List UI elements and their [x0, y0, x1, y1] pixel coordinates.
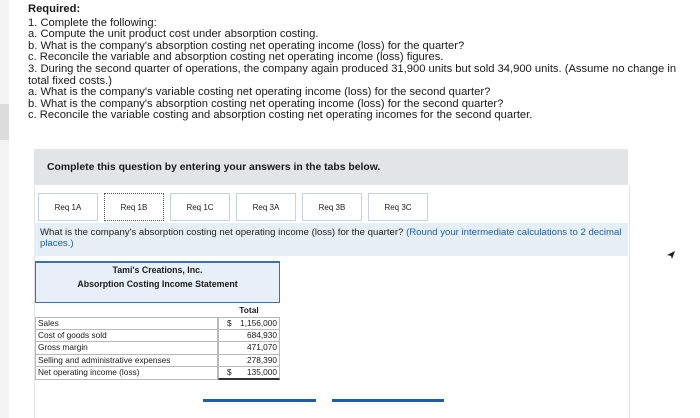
table-row: [35, 355, 280, 368]
row-value: 135,000: [247, 367, 277, 377]
tab-req-3b[interactable]: [302, 193, 362, 221]
required-line: 1. Complete the following:: [28, 16, 157, 29]
tab-label: Req 3B: [318, 202, 346, 212]
tab-req-1a[interactable]: [38, 193, 98, 221]
tab-label: Req 3C: [384, 202, 412, 212]
left-edge-marker: [0, 104, 9, 140]
tab-req-1c[interactable]: [170, 193, 230, 221]
row-label[interactable]: Gross margin: [35, 342, 218, 355]
statement-title: Absorption Costing Income Statement: [77, 279, 238, 289]
row-label[interactable]: Sales: [35, 317, 218, 330]
column-header-total: Total: [218, 303, 280, 318]
row-label[interactable]: Net operating income (loss): [35, 367, 218, 380]
row-value-field[interactable]: [218, 367, 280, 380]
left-edge: [0, 0, 9, 418]
row-value: 684,930: [247, 329, 277, 340]
required-line: b. What is the company's absorption costing net operating income (loss) for the quarter?: [28, 39, 465, 52]
row-value-field[interactable]: [218, 317, 280, 330]
required-line: 3. During the second quarter of operations, the company again produced 31,900 units but sold 34,900 units. (Assume no change in total fixed costs.): [28, 62, 677, 87]
required-section: [28, 4, 688, 122]
statement-company: Tami's Creations, Inc.: [112, 265, 203, 275]
question-text: What is the company's absorption costing net operating income (loss) for the quarter?: [40, 227, 407, 238]
row-value: 471,070: [247, 342, 277, 352]
instruction-banner-text: Complete this question by entering your answers in the tabs below.: [47, 161, 381, 173]
row-value-field[interactable]: [218, 342, 280, 355]
required-line: b. What is the company's absorption costing net operating income (loss) for the second quarter?: [28, 97, 504, 110]
required-line: c. Reconcile the variable costing and absorption costing net operating incomes for the second quarter.: [28, 109, 533, 122]
row-value: 1,156,000: [240, 318, 277, 328]
tab-req-3c[interactable]: [368, 193, 428, 221]
row-value-field[interactable]: [218, 355, 280, 368]
tab-req-1b[interactable]: [104, 193, 164, 221]
column-header-row: [35, 303, 280, 317]
row-label[interactable]: Selling and administrative expenses: [35, 355, 218, 368]
tab-label: Req 1A: [54, 202, 82, 212]
statement-header: [35, 261, 280, 303]
table-row: [35, 330, 280, 343]
row-value: 278,390: [247, 354, 277, 365]
question-prompt: [34, 223, 628, 256]
required-heading: Required:: [28, 3, 81, 15]
row-label[interactable]: Cost of goods sold: [35, 330, 218, 343]
statement-top-bar: [35, 261, 280, 263]
income-statement: [35, 261, 280, 380]
row-value-field[interactable]: [218, 330, 280, 343]
currency-symbol: $: [227, 367, 232, 377]
tab-label: Req 3A: [252, 202, 280, 212]
required-line: c. Reconcile the variable and absorption costing net operating income (loss) figures.: [28, 51, 444, 64]
question-hint: (Round your intermediate calculations to 2 decimal places.): [40, 227, 622, 249]
required-line: a. What is the company's variable costing net operating income (loss) for the second quarter?: [28, 86, 491, 99]
instruction-banner: [34, 149, 628, 185]
next-button-bar[interactable]: [332, 399, 444, 402]
tab-label: Req 1C: [186, 202, 214, 212]
tab-label: Req 1B: [120, 202, 148, 212]
table-row: [35, 342, 280, 355]
currency-symbol: $: [227, 318, 232, 328]
mouse-cursor-icon: [666, 250, 676, 260]
table-row: [35, 367, 280, 380]
table-row: [35, 317, 280, 330]
tab-req-3a[interactable]: [236, 193, 296, 221]
previous-button-bar[interactable]: [203, 399, 316, 402]
required-line: a. Compute the unit product cost under absorption costing.: [28, 28, 319, 41]
